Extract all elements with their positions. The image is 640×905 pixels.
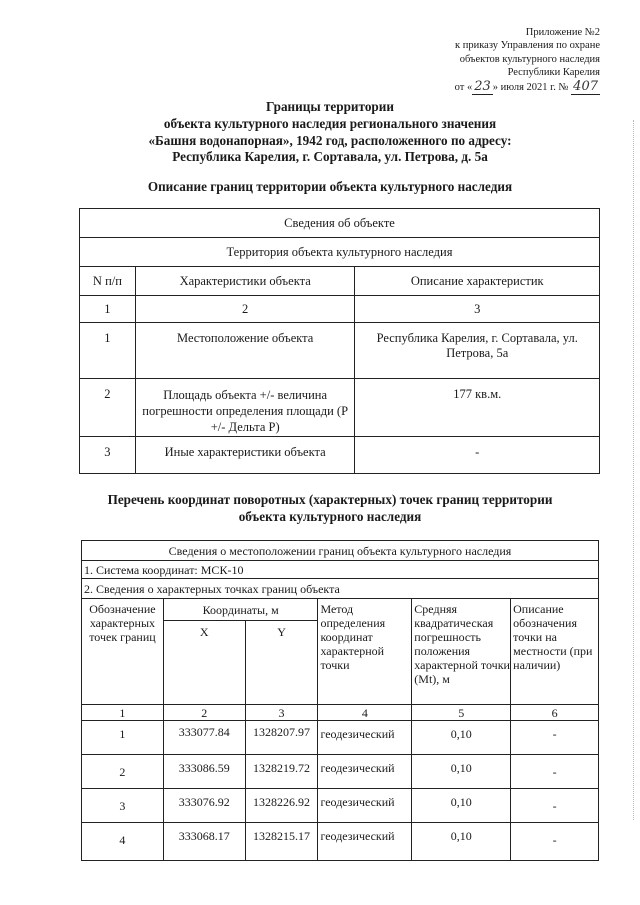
column-number: 3 xyxy=(355,296,600,323)
table-row xyxy=(82,721,599,755)
date-middle: » июля 2021 г. № xyxy=(492,81,569,93)
document-title xyxy=(40,99,620,166)
point-x: 333068.17 xyxy=(163,823,245,861)
points-header-row xyxy=(82,579,599,599)
table-header-row xyxy=(80,209,600,238)
table-header: Сведения о местоположении границ объекта культурного наследия xyxy=(82,541,599,561)
point-description: - xyxy=(511,823,599,861)
row-characteristic: Местоположение объекта xyxy=(135,323,355,379)
point-error: 0,10 xyxy=(412,755,511,789)
table-row xyxy=(82,789,599,823)
point-id: 3 xyxy=(82,789,164,823)
column-number: 1 xyxy=(82,705,164,721)
point-id: 2 xyxy=(82,755,164,789)
column-header-row xyxy=(82,599,599,621)
coordinate-system: 1. Система координат: МСК-10 xyxy=(82,561,599,579)
handwritten-day: 23 xyxy=(474,78,491,94)
table-header: Сведения об объекте xyxy=(80,209,600,238)
row-characteristic: Площадь объекта +/- величина погрешности определения площади (P +/- Дельта P) xyxy=(135,379,355,437)
column-number-row xyxy=(80,296,600,323)
point-description: - xyxy=(511,721,599,755)
table-row xyxy=(82,755,599,789)
section2-heading xyxy=(40,492,620,526)
appendix-date-line xyxy=(400,80,600,94)
coordinate-system-row xyxy=(82,561,599,579)
col-header-method: Метод определения координат характерной точки xyxy=(318,599,412,705)
appendix-block xyxy=(400,26,600,94)
column-number: 2 xyxy=(135,296,355,323)
point-x: 333077.84 xyxy=(163,721,245,755)
table-header-row xyxy=(82,541,599,561)
object-info-table xyxy=(79,208,600,474)
section2-heading-line: объекта культурного наследия xyxy=(238,508,422,524)
section2-heading-line: Перечень координат поворотных (характерных) точек границ территории xyxy=(107,492,553,507)
point-method: геодезический xyxy=(318,823,412,861)
column-number-row xyxy=(82,705,599,721)
title-line: Республика Карелия, г. Сортавала, ул. Петрова, д. 5а xyxy=(172,149,488,165)
point-x: 333076.92 xyxy=(163,789,245,823)
point-description: - xyxy=(511,755,599,789)
point-error: 0,10 xyxy=(412,721,511,755)
table-header-row xyxy=(80,238,600,267)
column-header-row xyxy=(80,267,600,296)
col-header-characteristic: Характеристики объекта xyxy=(135,267,355,296)
point-y: 1328215.17 xyxy=(245,823,318,861)
table-row xyxy=(80,379,600,437)
appendix-line: к приказу Управления по охране xyxy=(455,40,600,52)
point-method: геодезический xyxy=(318,789,412,823)
column-number: 3 xyxy=(245,705,318,721)
col-header-coordinates: Координаты, м xyxy=(163,599,318,621)
column-number: 5 xyxy=(412,705,511,721)
point-y: 1328226.92 xyxy=(245,789,318,823)
table-row xyxy=(82,823,599,861)
point-y: 1328207.97 xyxy=(245,721,318,755)
col-header-point-description: Описание обозначения точки на местности (при наличии) xyxy=(511,599,599,705)
point-id: 1 xyxy=(82,721,164,755)
row-number: 3 xyxy=(80,437,136,474)
col-header-x: X xyxy=(163,621,245,705)
appendix-line: Республики Карелия xyxy=(507,67,600,79)
point-error: 0,10 xyxy=(412,823,511,861)
column-number: 2 xyxy=(163,705,245,721)
row-number: 1 xyxy=(80,323,136,379)
point-method: геодезический xyxy=(318,755,412,789)
col-header-error: Средняя квадратическая погрешность положения характерной точки (Mt), м xyxy=(412,599,511,705)
point-description: - xyxy=(511,789,599,823)
column-number: 1 xyxy=(80,296,136,323)
section1-heading-text: Описание границ территории объекта культурного наследия xyxy=(147,179,513,194)
point-x: 333086.59 xyxy=(163,755,245,789)
title-line: Границы территории xyxy=(266,99,394,114)
date-prefix: от « xyxy=(454,81,473,93)
table-row xyxy=(80,323,600,379)
column-number: 6 xyxy=(511,705,599,721)
point-method: геодезический xyxy=(318,721,412,755)
column-number: 4 xyxy=(318,705,412,721)
table-subheader: Территория объекта культурного наследия xyxy=(80,238,600,267)
row-number: 2 xyxy=(80,379,136,437)
point-error: 0,10 xyxy=(412,789,511,823)
row-characteristic: Иные характеристики объекта xyxy=(135,437,355,474)
section1-heading xyxy=(40,179,620,196)
row-description: Республика Карелия, г. Сортавала, ул. Петрова, 5а xyxy=(355,323,600,379)
point-id: 4 xyxy=(82,823,164,861)
col-header-designation: Обозначение характерных точек границ xyxy=(82,599,164,705)
col-header-number: N п/п xyxy=(80,267,136,296)
title-line: «Башня водонапорная», 1942 год, расположенного по адресу: xyxy=(148,132,512,148)
appendix-line: объектов культурного наследия xyxy=(459,53,600,65)
col-header-description: Описание характеристик xyxy=(355,267,600,296)
coordinates-table xyxy=(81,540,599,861)
row-description: 177 кв.м. xyxy=(355,379,600,437)
col-header-y: Y xyxy=(245,621,318,705)
row-description: - xyxy=(355,437,600,474)
scan-edge-strip xyxy=(632,120,634,820)
point-y: 1328219.72 xyxy=(245,755,318,789)
title-line: объекта культурного наследия регионального значения xyxy=(163,115,497,131)
handwritten-order-number: 407 xyxy=(573,78,598,94)
points-header: 2. Сведения о характерных точках границ объекта xyxy=(82,579,599,599)
appendix-line: Приложение №2 xyxy=(525,27,600,38)
table-row xyxy=(80,437,600,474)
